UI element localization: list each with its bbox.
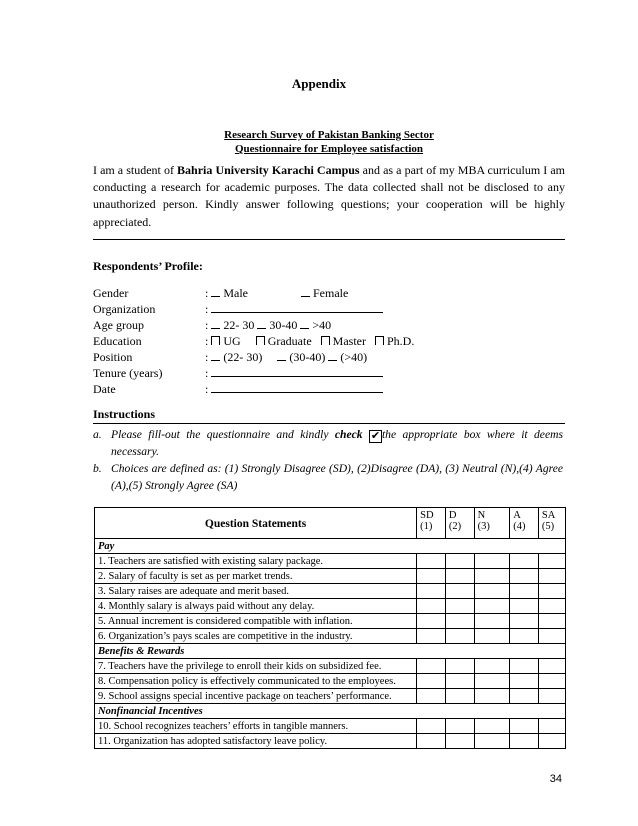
position-blank-2[interactable]	[277, 351, 286, 361]
question-text: 3. Salary raises are adequate and merit based.	[95, 584, 417, 599]
response-cell[interactable]	[474, 674, 510, 689]
response-cell[interactable]	[538, 599, 565, 614]
response-cell[interactable]	[474, 689, 510, 704]
instruction-a-key: a.	[93, 428, 102, 441]
response-cell[interactable]	[510, 584, 539, 599]
age-option-3: >40	[312, 318, 332, 332]
response-cell[interactable]	[417, 734, 446, 749]
scale-number: (4)	[513, 521, 526, 532]
scale-number: (5)	[541, 521, 555, 532]
response-cell[interactable]	[445, 719, 474, 734]
tenure-row	[93, 366, 565, 381]
table-row	[95, 674, 566, 689]
question-statements-header: Question Statements	[95, 508, 417, 539]
response-cell[interactable]	[445, 554, 474, 569]
colon: :	[205, 382, 209, 396]
response-cell[interactable]	[510, 599, 539, 614]
scale-abbr: D	[448, 510, 457, 521]
response-cell[interactable]	[417, 674, 446, 689]
response-cell[interactable]	[538, 659, 565, 674]
response-cell[interactable]	[538, 629, 565, 644]
scale-number: (1)	[420, 521, 433, 532]
question-text: 4. Monthly salary is always paid without any delay.	[95, 599, 417, 614]
instruction-b-text: Choices are defined as: (1) Strongly Disagree (SD), (2)Disagree (DA), (3) Neutral (N),(4) Agree (A),(5) Strongly Agree (SA)	[111, 462, 563, 492]
gender-female-option: Female	[313, 286, 349, 300]
question-text: 10. School recognizes teachers’ efforts in tangible manners.	[95, 719, 417, 734]
section-title: Benefits & Rewards	[95, 644, 566, 659]
response-cell[interactable]	[417, 719, 446, 734]
scale-abbr: SA	[541, 510, 556, 521]
response-cell[interactable]	[538, 719, 565, 734]
age-blank-3[interactable]	[300, 319, 309, 329]
response-cell[interactable]	[538, 569, 565, 584]
scale-number: (3)	[477, 521, 490, 532]
response-cell[interactable]	[538, 689, 565, 704]
response-cell[interactable]	[445, 584, 474, 599]
check-mark-icon: ✔	[370, 430, 381, 442]
section-row	[95, 704, 566, 719]
date-label: Date	[93, 382, 116, 396]
instruction-b	[93, 461, 563, 494]
divider	[93, 239, 565, 240]
table-row	[95, 554, 566, 569]
response-cell[interactable]	[417, 599, 446, 614]
instruction-a-check-word: check	[334, 428, 363, 441]
education-row	[93, 334, 565, 349]
response-cell[interactable]	[510, 719, 539, 734]
response-cell[interactable]	[510, 554, 539, 569]
colon: :	[205, 318, 209, 332]
table-row	[95, 569, 566, 584]
response-cell[interactable]	[510, 569, 539, 584]
table-row	[95, 614, 566, 629]
response-cell[interactable]	[417, 554, 446, 569]
questionnaire-table	[94, 507, 566, 749]
instruction-a	[93, 427, 563, 460]
response-cell[interactable]	[445, 689, 474, 704]
section-title: Nonfinancial Incentives	[95, 704, 566, 719]
response-cell[interactable]	[417, 689, 446, 704]
table-row	[95, 719, 566, 734]
organization-row	[93, 302, 565, 317]
intro-university: Bahria University Karachi Campus	[177, 163, 360, 177]
response-cell[interactable]	[474, 614, 510, 629]
survey-title: Research Survey of Pakistan Banking Sector	[224, 129, 434, 141]
response-cell[interactable]	[510, 734, 539, 749]
question-text: 5. Annual increment is considered compatible with inflation.	[95, 614, 417, 629]
response-cell[interactable]	[445, 614, 474, 629]
education-box-1[interactable]	[211, 336, 220, 345]
table-row	[95, 599, 566, 614]
response-cell[interactable]	[538, 674, 565, 689]
education-option-4: Ph.D.	[387, 334, 415, 348]
instruction-b-key: b.	[93, 462, 102, 475]
gender-male-blank[interactable]	[211, 287, 220, 297]
education-option-1: UG	[223, 334, 241, 348]
gender-male-option: Male	[223, 286, 248, 300]
instructions-divider	[93, 423, 565, 424]
page-number: 34	[549, 773, 562, 785]
section-row	[95, 644, 566, 659]
organization-label: Organization	[93, 302, 156, 316]
response-cell[interactable]	[538, 734, 565, 749]
response-cell[interactable]	[417, 584, 446, 599]
response-cell[interactable]	[474, 554, 510, 569]
position-blank-3[interactable]	[328, 351, 337, 361]
question-text: 6. Organization’s pays scales are competitive in the industry.	[95, 629, 417, 644]
response-cell[interactable]	[510, 674, 539, 689]
table-row	[95, 584, 566, 599]
question-text: 11. Organization has adopted satisfactory leave policy.	[95, 734, 417, 749]
colon: :	[205, 350, 209, 364]
gender-label: Gender	[93, 286, 129, 300]
age-row	[93, 318, 565, 333]
date-row	[93, 382, 565, 397]
response-cell[interactable]	[474, 659, 510, 674]
scale-header-d	[445, 508, 474, 539]
response-cell[interactable]	[538, 554, 565, 569]
question-text: 1. Teachers are satisfied with existing salary package.	[95, 554, 417, 569]
question-text: 2. Salary of faculty is set as per market trends.	[95, 569, 417, 584]
scale-abbr: A	[513, 510, 521, 521]
question-text: 8. Compensation policy is effectively communicated to the employees.	[95, 674, 417, 689]
gender-row	[93, 286, 565, 301]
instruction-a-text-2: the appropriate box where it deems necessary.	[111, 428, 563, 458]
response-cell[interactable]	[538, 614, 565, 629]
survey-subtitle: Questionnaire for Employee satisfaction	[234, 143, 424, 155]
scale-header-a	[510, 508, 539, 539]
colon: :	[205, 366, 209, 380]
response-cell[interactable]	[474, 719, 510, 734]
response-cell[interactable]	[445, 659, 474, 674]
colon: :	[205, 302, 209, 316]
response-cell[interactable]	[417, 569, 446, 584]
table-row	[95, 689, 566, 704]
tenure-field[interactable]	[211, 366, 383, 377]
education-label: Education	[93, 334, 142, 348]
response-cell[interactable]	[510, 689, 539, 704]
education-box-2[interactable]	[256, 336, 265, 345]
response-cell[interactable]	[445, 599, 474, 614]
intro-text-1: I am a student of	[93, 163, 178, 177]
table-row	[95, 659, 566, 674]
intro-paragraph	[93, 162, 565, 231]
intro-text-2: and as a part of my MBA curriculum I am conducting a research for academic purposes. The data collected shall not be disclosed to any unauthorized person. Kindly answer following questions; your cooperation will be highly appreciated.	[93, 163, 565, 229]
organization-field[interactable]	[211, 302, 383, 313]
scale-number: (2)	[448, 521, 462, 532]
position-row	[93, 350, 565, 365]
response-cell[interactable]	[474, 584, 510, 599]
age-option-2: 30-40	[269, 318, 298, 332]
response-cell[interactable]	[510, 629, 539, 644]
table-row	[95, 734, 566, 749]
response-cell[interactable]	[445, 569, 474, 584]
section-row	[95, 539, 566, 554]
response-cell[interactable]	[510, 614, 539, 629]
instructions-heading: Instructions	[93, 407, 156, 421]
response-cell[interactable]	[445, 629, 474, 644]
scale-header-sa	[538, 508, 565, 539]
tenure-label: Tenure (years)	[93, 366, 163, 380]
education-option-3: Master	[332, 334, 366, 348]
response-cell[interactable]	[445, 734, 474, 749]
education-option-2: Graduate	[267, 334, 312, 348]
profile-heading: Respondents’ Profile:	[93, 259, 203, 273]
section-title: Pay	[95, 539, 566, 554]
date-field[interactable]	[211, 382, 383, 393]
age-option-1: 22- 30	[223, 318, 255, 332]
response-cell[interactable]	[417, 614, 446, 629]
gender-female-blank[interactable]	[301, 287, 310, 297]
response-cell[interactable]	[474, 629, 510, 644]
position-blank-1[interactable]	[211, 351, 220, 361]
instruction-a-text: Please fill-out the questionnaire and kindly	[111, 428, 335, 441]
position-option-1: (22- 30)	[223, 350, 263, 364]
table-row	[95, 629, 566, 644]
table-header-row	[95, 508, 566, 539]
page-title: Appendix	[291, 76, 347, 91]
scale-abbr: SD	[420, 510, 434, 521]
education-box-4[interactable]	[375, 336, 384, 345]
question-text: 9. School assigns special incentive package on teachers’ performance.	[95, 689, 417, 704]
response-cell[interactable]	[474, 599, 510, 614]
response-cell[interactable]	[417, 659, 446, 674]
response-cell[interactable]	[445, 674, 474, 689]
scale-header-sd	[417, 508, 446, 539]
position-option-2: (30-40)	[289, 350, 326, 364]
colon: :	[205, 286, 209, 300]
age-blank-2[interactable]	[257, 319, 266, 329]
response-cell[interactable]	[510, 659, 539, 674]
education-box-3[interactable]	[321, 336, 330, 345]
age-blank-1[interactable]	[211, 319, 220, 329]
scale-header-n	[474, 508, 510, 539]
response-cell[interactable]	[474, 734, 510, 749]
response-cell[interactable]	[538, 584, 565, 599]
position-option-3: (>40)	[340, 350, 368, 364]
scale-abbr: N	[477, 510, 486, 521]
age-label: Age group	[93, 318, 144, 332]
question-text: 7. Teachers have the privilege to enroll their kids on subsidized fee.	[95, 659, 417, 674]
colon: :	[205, 334, 209, 348]
response-cell[interactable]	[417, 629, 446, 644]
position-label: Position	[93, 350, 133, 364]
response-cell[interactable]	[474, 569, 510, 584]
